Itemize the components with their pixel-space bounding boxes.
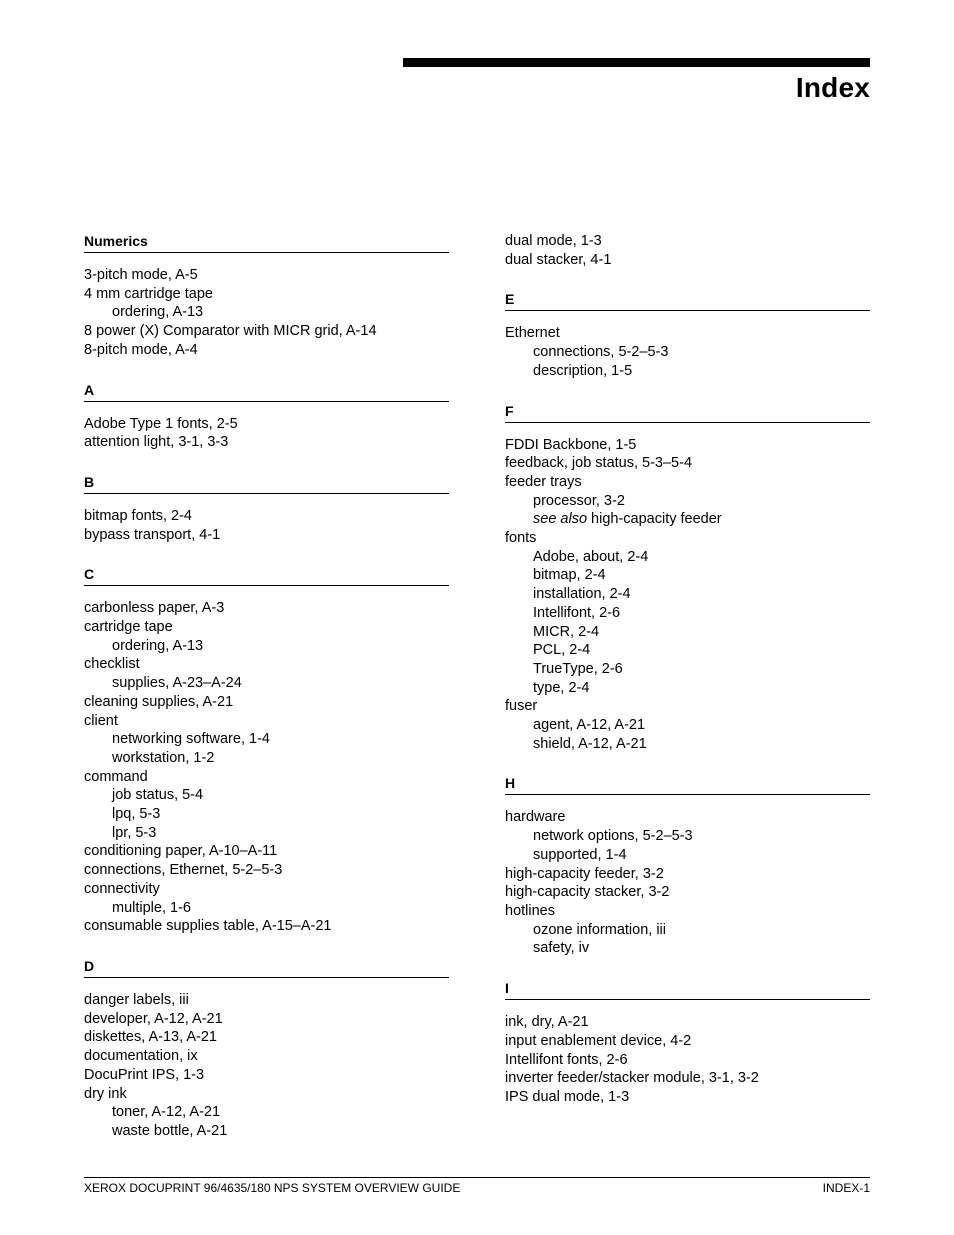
index-subentry: Adobe, about, 2-4 bbox=[533, 548, 649, 565]
index-subentry: Intellifont, 2-6 bbox=[533, 604, 621, 621]
index-entry: IPS dual mode, 1-3 bbox=[505, 1088, 630, 1105]
index-section bbox=[505, 402, 870, 754]
index-subentry: processor, 3-2 bbox=[533, 492, 625, 509]
index-subentry: ozone information, iii bbox=[533, 921, 666, 938]
cross-reference-label: see also bbox=[533, 511, 588, 528]
footer-rule bbox=[84, 1177, 870, 1178]
footer-document-title: XEROX DOCUPRINT 96/4635/180 NPS SYSTEM OVERVIEW GUIDE bbox=[84, 1181, 461, 1195]
index-entry: dual stacker, 4-1 bbox=[505, 251, 612, 268]
index-section bbox=[505, 232, 870, 269]
index-entry: developer, A-12, A-21 bbox=[84, 1010, 223, 1027]
index-column-left bbox=[84, 232, 449, 1162]
index-subentry: installation, 2-4 bbox=[533, 586, 631, 603]
index-entry: diskettes, A-13, A-21 bbox=[84, 1029, 217, 1046]
index-column-right bbox=[505, 232, 870, 1128]
index-entry: 3-pitch mode, A-5 bbox=[84, 267, 198, 283]
index-entry: bypass transport, 4-1 bbox=[84, 526, 221, 543]
index-subentry: network options, 5-2–5-3 bbox=[533, 828, 693, 845]
index-section bbox=[84, 232, 449, 360]
index-section bbox=[84, 381, 449, 452]
index-entry: hardware bbox=[505, 809, 566, 826]
index-subentry: multiple, 1-6 bbox=[112, 899, 191, 916]
section-heading: A bbox=[84, 381, 449, 402]
index-section bbox=[84, 565, 449, 936]
index-subentry: networking software, 1-4 bbox=[112, 731, 270, 748]
index-subentry: ordering, A-13 bbox=[112, 637, 204, 654]
index-subentry: TrueType, 2-6 bbox=[533, 660, 623, 677]
index-entry: ink, dry, A-21 bbox=[505, 1014, 589, 1031]
index-subentry: shield, A-12, A-21 bbox=[533, 735, 647, 752]
index-entry: fonts bbox=[505, 530, 537, 547]
index-subentry: job status, 5-4 bbox=[112, 787, 204, 804]
index-entry: FDDI Backbone, 1-5 bbox=[505, 436, 637, 453]
index-entry: client bbox=[84, 712, 118, 729]
index-subentry: lpr, 5-3 bbox=[112, 824, 157, 841]
index-entry: cartridge tape bbox=[84, 619, 173, 636]
index-subentry: bitmap, 2-4 bbox=[533, 567, 606, 584]
index-entry: inverter feeder/stacker module, 3-1, 3-2 bbox=[505, 1070, 759, 1087]
index-entry: danger labels, iii bbox=[84, 991, 189, 1008]
index-entry: Adobe Type 1 fonts, 2-5 bbox=[84, 415, 238, 432]
index-entry: command bbox=[84, 768, 148, 785]
index-entry: dual mode, 1-3 bbox=[505, 233, 602, 249]
index-entry: input enablement device, 4-2 bbox=[505, 1032, 692, 1049]
index-section bbox=[505, 979, 870, 1107]
index-entry: cleaning supplies, A-21 bbox=[84, 693, 234, 710]
index-entry: high-capacity stacker, 3-2 bbox=[505, 884, 670, 901]
index-subentry: supported, 1-4 bbox=[533, 846, 627, 863]
index-subentry: supplies, A-23–A-24 bbox=[112, 675, 242, 692]
index-subentry: MICR, 2-4 bbox=[533, 623, 600, 640]
index-entry: DocuPrint IPS, 1-3 bbox=[84, 1066, 205, 1083]
index-subentry: connections, 5-2–5-3 bbox=[533, 344, 669, 361]
index-entry: carbonless paper, A-3 bbox=[84, 600, 225, 617]
index-entry: bitmap fonts, 2-4 bbox=[84, 507, 192, 524]
index-subentry: toner, A-12, A-21 bbox=[112, 1104, 221, 1121]
section-heading: I bbox=[505, 979, 870, 1000]
index-entry: connectivity bbox=[84, 880, 160, 897]
section-heading: F bbox=[505, 402, 870, 423]
section-heading: H bbox=[505, 774, 870, 795]
index-subentry: waste bottle, A-21 bbox=[112, 1122, 228, 1139]
section-heading: E bbox=[505, 290, 870, 311]
index-entry: Ethernet bbox=[505, 325, 560, 342]
index-subentry: workstation, 1-2 bbox=[112, 749, 215, 766]
index-entry: consumable supplies table, A-15–A-21 bbox=[84, 918, 332, 935]
footer-page-number: INDEX-1 bbox=[822, 1181, 870, 1195]
section-heading: B bbox=[84, 473, 449, 494]
index-entry: 8 power (X) Comparator with MICR grid, A-14 bbox=[84, 323, 377, 340]
index-entry: connections, Ethernet, 5-2–5-3 bbox=[84, 862, 283, 879]
index-subentry: description, 1-5 bbox=[533, 362, 633, 379]
index-subentry: type, 2-4 bbox=[533, 679, 590, 696]
index-section bbox=[84, 957, 449, 1141]
header-rule bbox=[403, 58, 870, 67]
index-entry: 4 mm cartridge tape bbox=[84, 285, 213, 302]
index-section bbox=[505, 290, 870, 380]
cross-reference-target: high-capacity feeder bbox=[591, 511, 722, 528]
index-entry: documentation, ix bbox=[84, 1048, 198, 1065]
index-subentry: PCL, 2-4 bbox=[533, 642, 591, 659]
index-section bbox=[84, 473, 449, 544]
page-title: Index bbox=[795, 72, 870, 103]
index-subentry: agent, A-12, A-21 bbox=[533, 717, 646, 734]
index-subentry: safety, iv bbox=[533, 940, 590, 957]
index-entry: dry ink bbox=[84, 1085, 127, 1102]
index-subentry: lpq, 5-3 bbox=[112, 806, 161, 823]
index-entry: high-capacity feeder, 3-2 bbox=[505, 865, 664, 882]
index-entry: conditioning paper, A-10–A-11 bbox=[84, 843, 278, 860]
section-heading: C bbox=[84, 565, 449, 586]
section-heading: D bbox=[84, 957, 449, 978]
index-entry: attention light, 3-1, 3-3 bbox=[84, 434, 229, 451]
index-entry: checklist bbox=[84, 656, 140, 673]
index-entry: hotlines bbox=[505, 902, 555, 919]
index-entry: 8-pitch mode, A-4 bbox=[84, 341, 198, 358]
index-entry: fuser bbox=[505, 698, 538, 715]
index-section bbox=[505, 774, 870, 958]
index-subentry: ordering, A-13 bbox=[112, 304, 204, 321]
index-entry: Intellifont fonts, 2-6 bbox=[505, 1051, 628, 1068]
section-heading: Numerics bbox=[84, 232, 449, 253]
index-subentry bbox=[505, 510, 870, 529]
index-entry: feeder trays bbox=[505, 473, 582, 490]
index-entry: feedback, job status, 5-3–5-4 bbox=[505, 455, 693, 472]
